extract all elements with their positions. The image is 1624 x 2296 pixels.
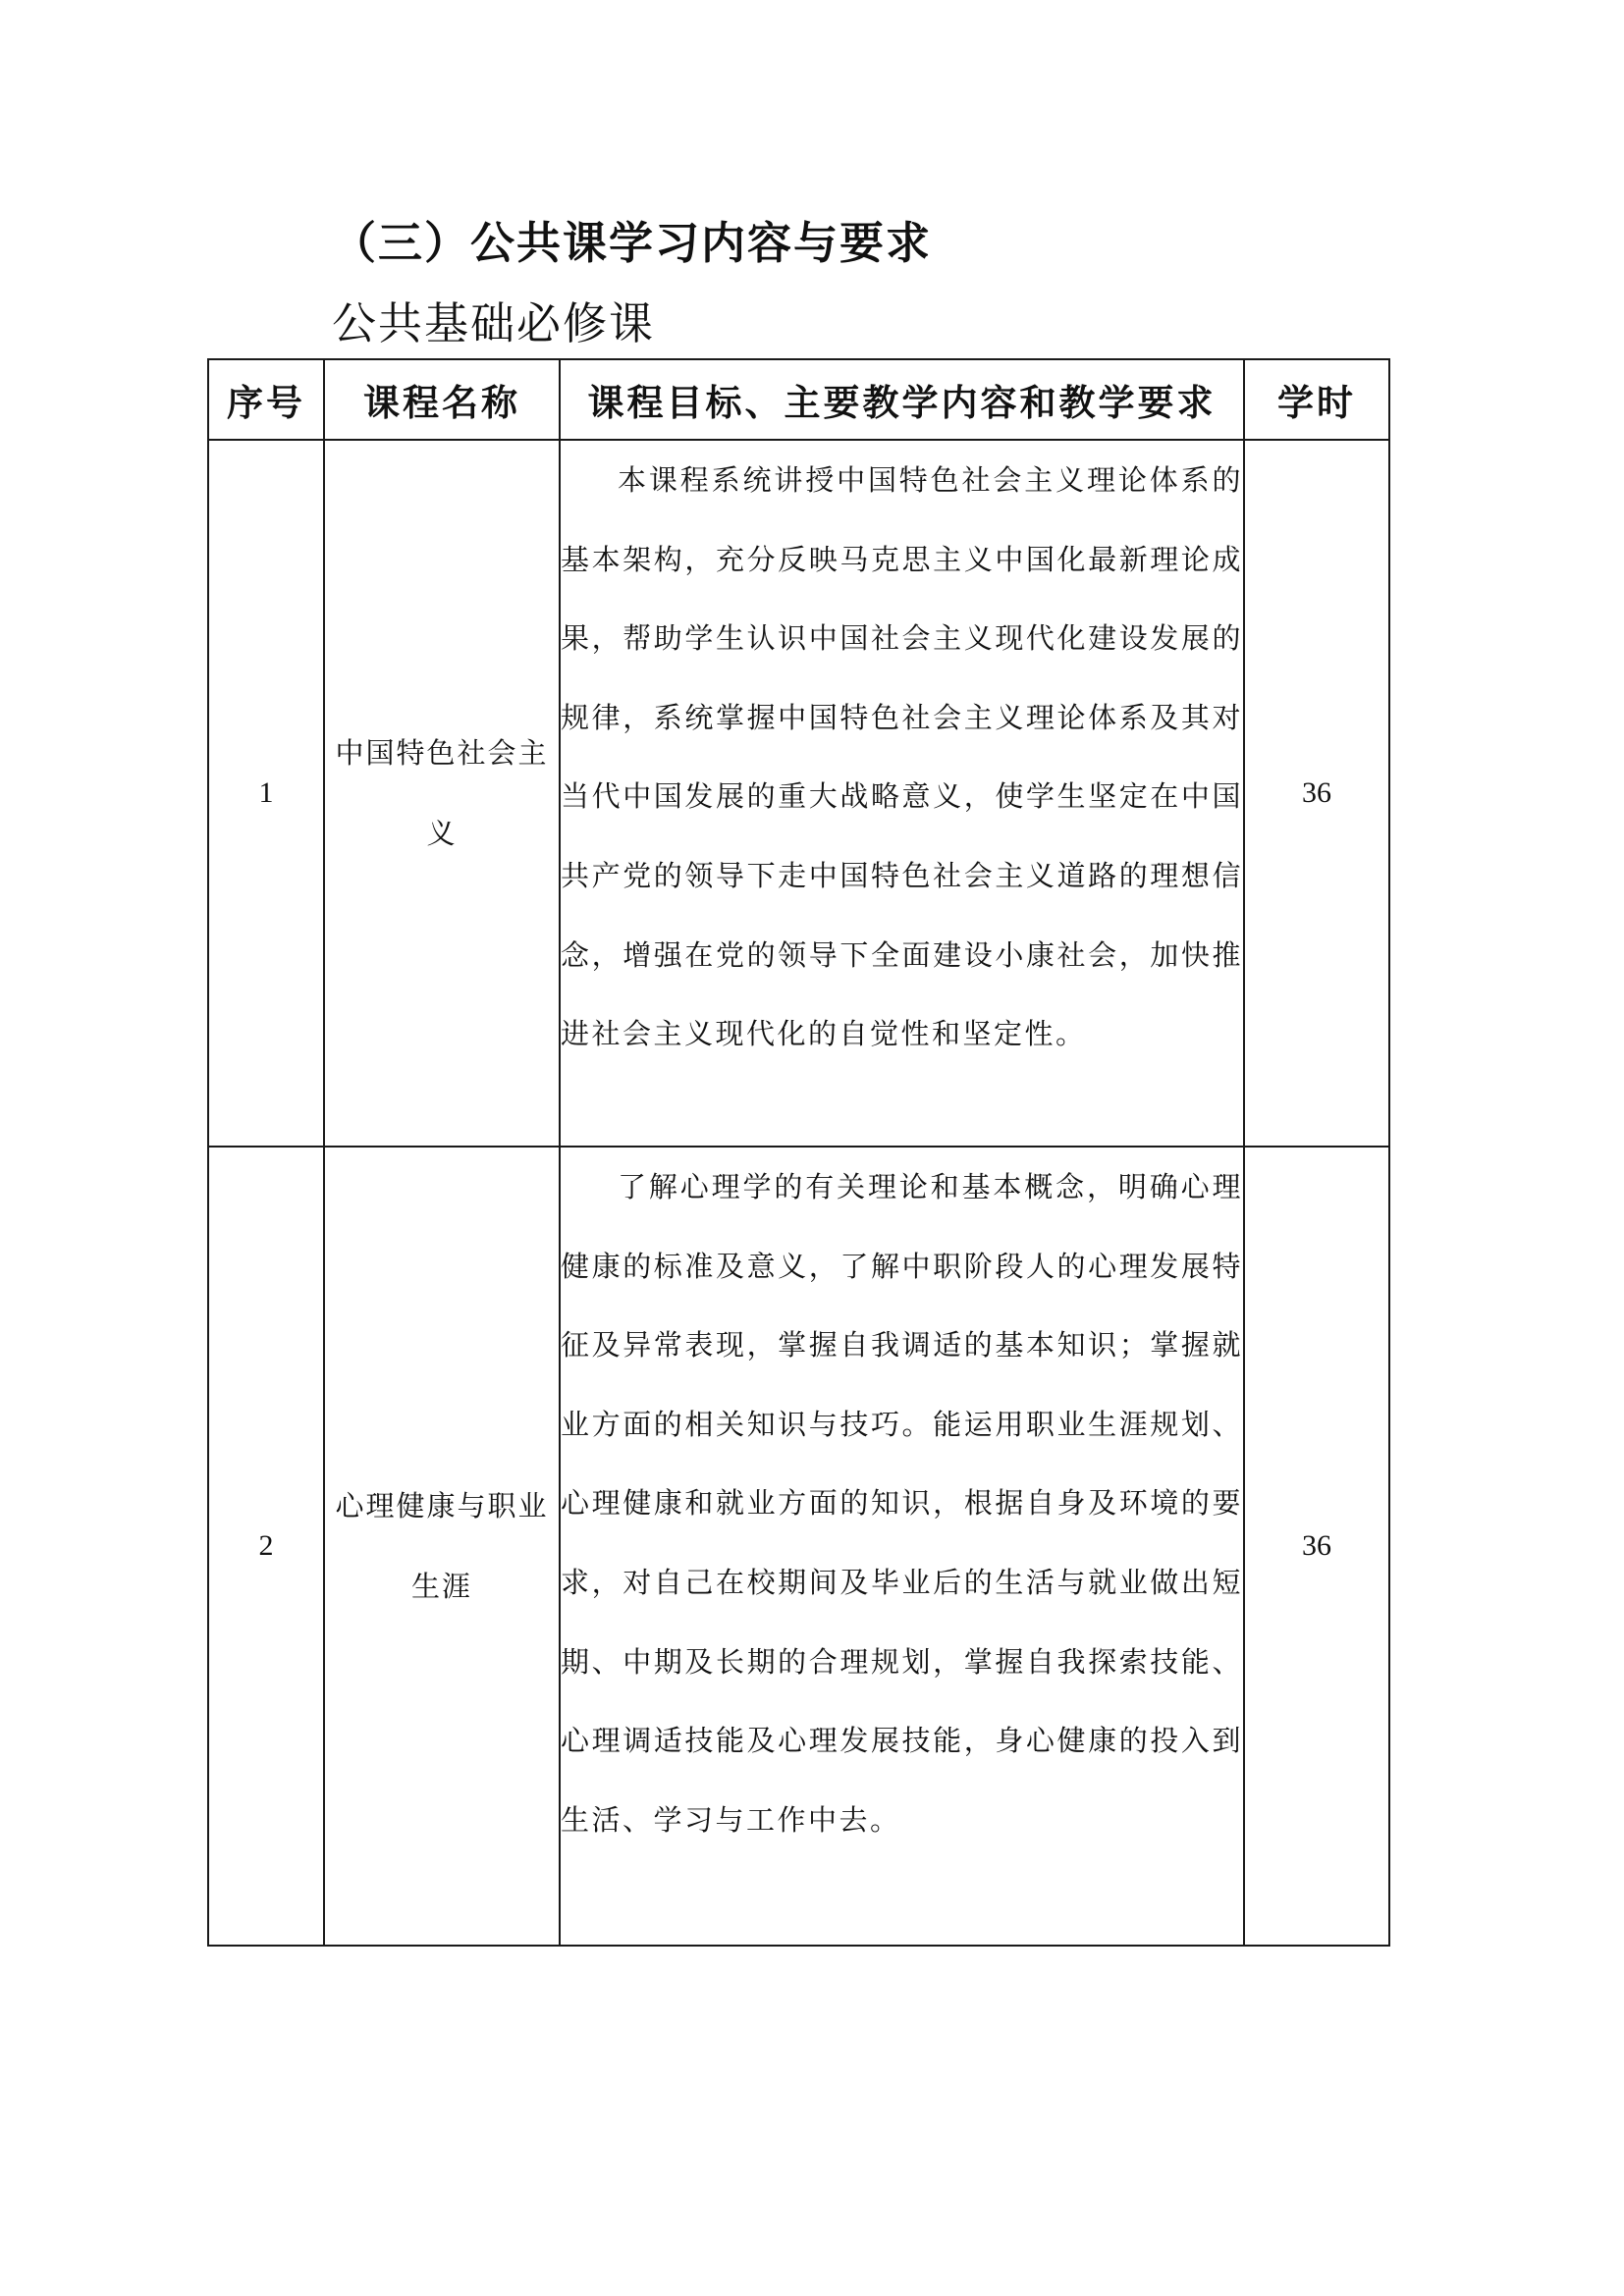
row-description-text: 了解心理学的有关理论和基本概念，明确心理健康的标准及意义，了解中职阶段人的心理发展特征及异常表现，掌握自我调适的基本知识；掌握就业方面的相关知识与技巧。能运用职业生涯规划、心理健康和就业方面的知识，根据自身及环境的要求，对自己在校期间及毕业后的生活与就业做出短期、中期及长期的合理规划，掌握自我探索技能、心理调适技能及心理发展技能，身心健康的投入到生活、学习与工作中去。 (561, 1170, 1243, 1837)
table-row (208, 1147, 1389, 1946)
row-hours: 36 (1244, 440, 1389, 1147)
row-no: 1 (208, 440, 324, 1147)
subsection-title: 公共基础必修课 (332, 297, 656, 349)
section-title: （三）公共课学习内容与要求 (332, 217, 933, 269)
header-description: 课程目标、主要教学内容和教学要求 (560, 359, 1244, 440)
row-description (560, 440, 1244, 1147)
header-course-name: 课程名称 (324, 359, 560, 440)
header-hours: 学时 (1244, 359, 1389, 440)
course-table (207, 358, 1390, 1947)
row-course-name: 心理健康与职业生涯 (324, 1147, 560, 1946)
row-description-text: 本课程系统讲授中国特色社会主义理论体系的基本架构，充分反映马克思主义中国化最新理论成果，帮助学生认识中国社会主义现代化建设发展的规律，系统掌握中国特色社会主义理论体系及其对当代中国发展的重大战略意义，使学生坚定在中国共产党的领导下走中国特色社会主义道路的理想信念，增强在党的领导下全面建设小康社会，加快推进社会主义现代化的自觉性和坚定性。 (561, 463, 1243, 1051)
row-hours: 36 (1244, 1147, 1389, 1946)
row-description (560, 1147, 1244, 1946)
table-row (208, 440, 1389, 1147)
table-header-row (208, 359, 1389, 440)
header-no: 序号 (208, 359, 324, 440)
row-no: 2 (208, 1147, 324, 1946)
row-course-name: 中国特色社会主义 (324, 440, 560, 1147)
